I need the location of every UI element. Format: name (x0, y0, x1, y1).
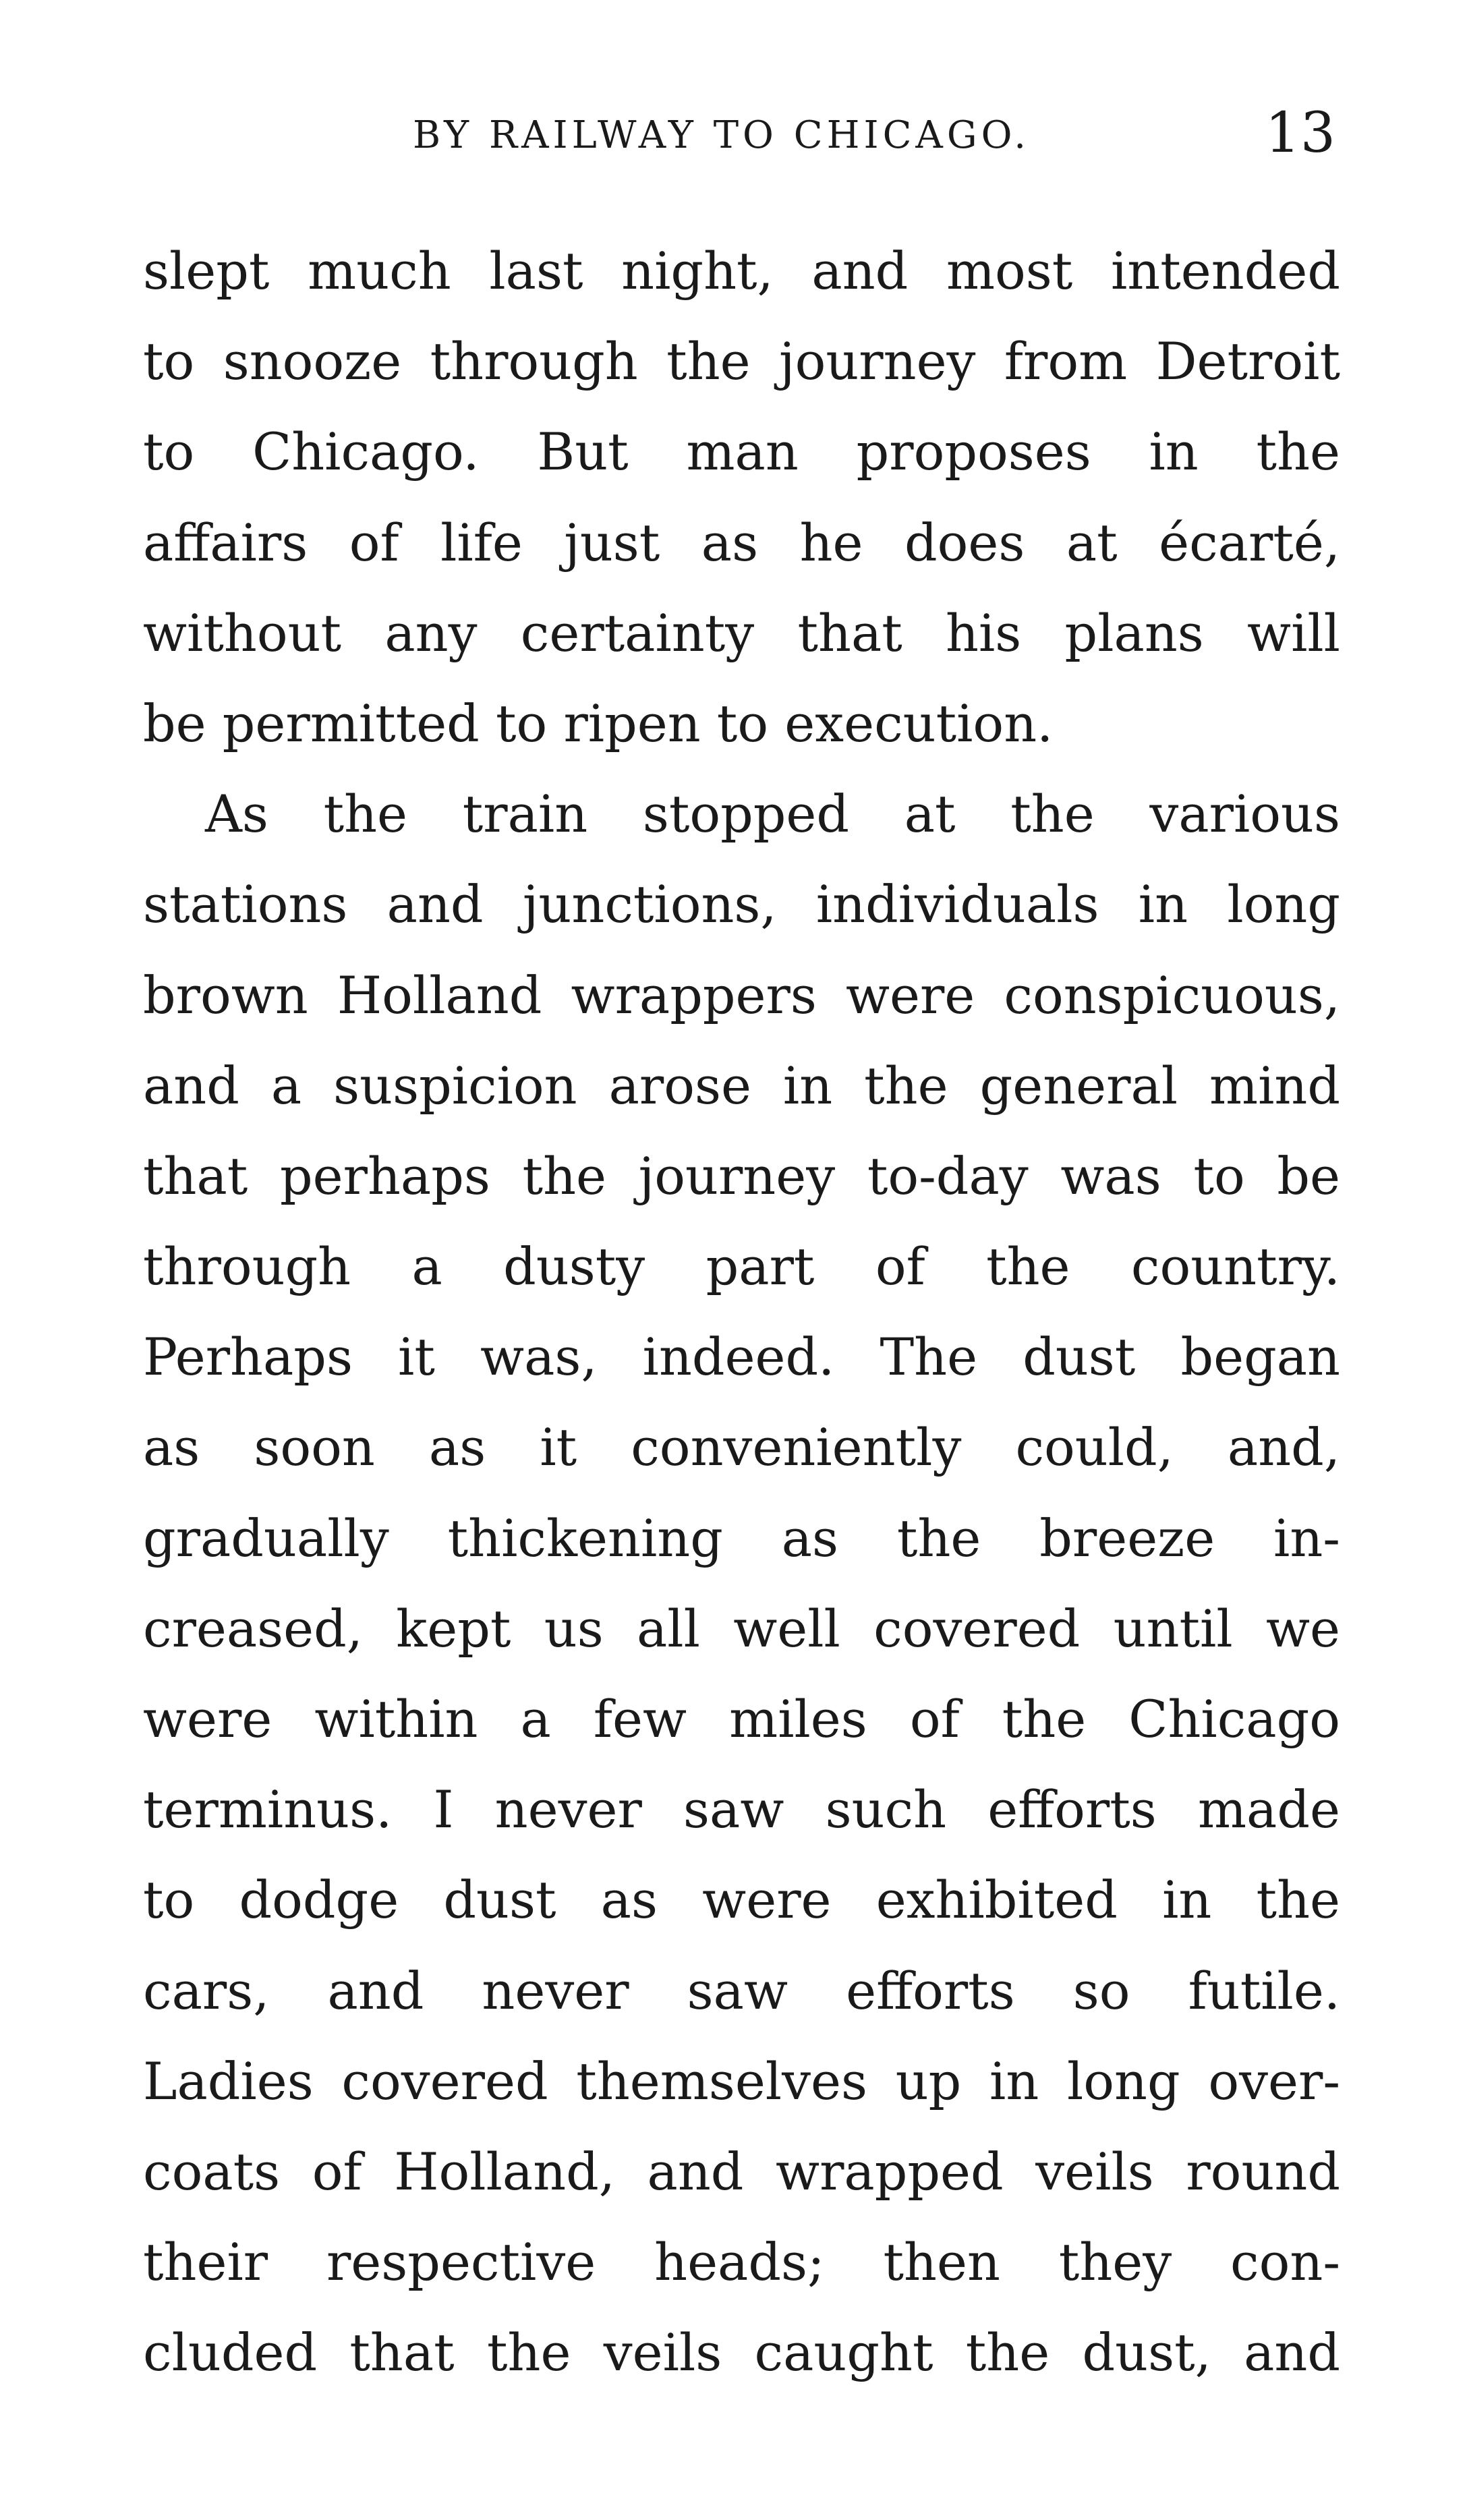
text-line: brown Holland wrappers were conspicuous, (143, 965, 1340, 1025)
text-line: coats of Holland, and wrapped veils round (143, 2141, 1340, 2202)
text-line: terminus. I never saw such efforts made (143, 1779, 1340, 1840)
text-line: that perhaps the journey to-day was to be (143, 1145, 1340, 1206)
text-line: and a suspicion arose in the general mind (143, 1055, 1340, 1116)
text-line: to dodge dust as were exhibited in the (143, 1870, 1340, 1930)
page-number: 13 (1265, 101, 1335, 165)
text-line: to snooze through the journey from Detroit (143, 331, 1340, 392)
text-line: their respective heads; then they con- (143, 2232, 1340, 2293)
paragraph-2 (143, 769, 1340, 2398)
text-line: Ladies covered themselves up in long over- (143, 2051, 1340, 2111)
text-line: cars, and never saw efforts so futile. (143, 1960, 1340, 2021)
text-line: As the train stopped at the various (205, 784, 1340, 844)
text-line: to Chicago. But man proposes in the (143, 422, 1340, 482)
text-line: cluded that the veils caught the dust, and (143, 2322, 1340, 2383)
text-line: gradually thickening as the breeze in- (143, 1508, 1340, 1568)
text-line: stations and junctions, individuals in long (143, 874, 1340, 935)
text-line: slept much last night, and most intended (143, 241, 1340, 301)
text-line: Perhaps it was, indeed. The dust began (143, 1327, 1340, 1387)
text-line: were within a few miles of the Chicago (143, 1689, 1340, 1749)
body-text (143, 226, 1340, 2399)
text-line: without any certainty that his plans will (143, 602, 1340, 663)
text-line: creased, kept us all well covered until we (143, 1598, 1340, 1659)
paragraph-1 (143, 226, 1340, 769)
text-line: through a dusty part of the country. (143, 1236, 1340, 1297)
running-head (143, 101, 1335, 175)
running-title: BY RAILWAY TO CHICAGO. (413, 113, 1031, 157)
text-line: as soon as it conveniently could, and, (143, 1417, 1340, 1478)
text-line: affairs of life just as he does at écarté, (143, 512, 1340, 573)
text-line: be permitted to ripen to execution. (143, 693, 1054, 753)
